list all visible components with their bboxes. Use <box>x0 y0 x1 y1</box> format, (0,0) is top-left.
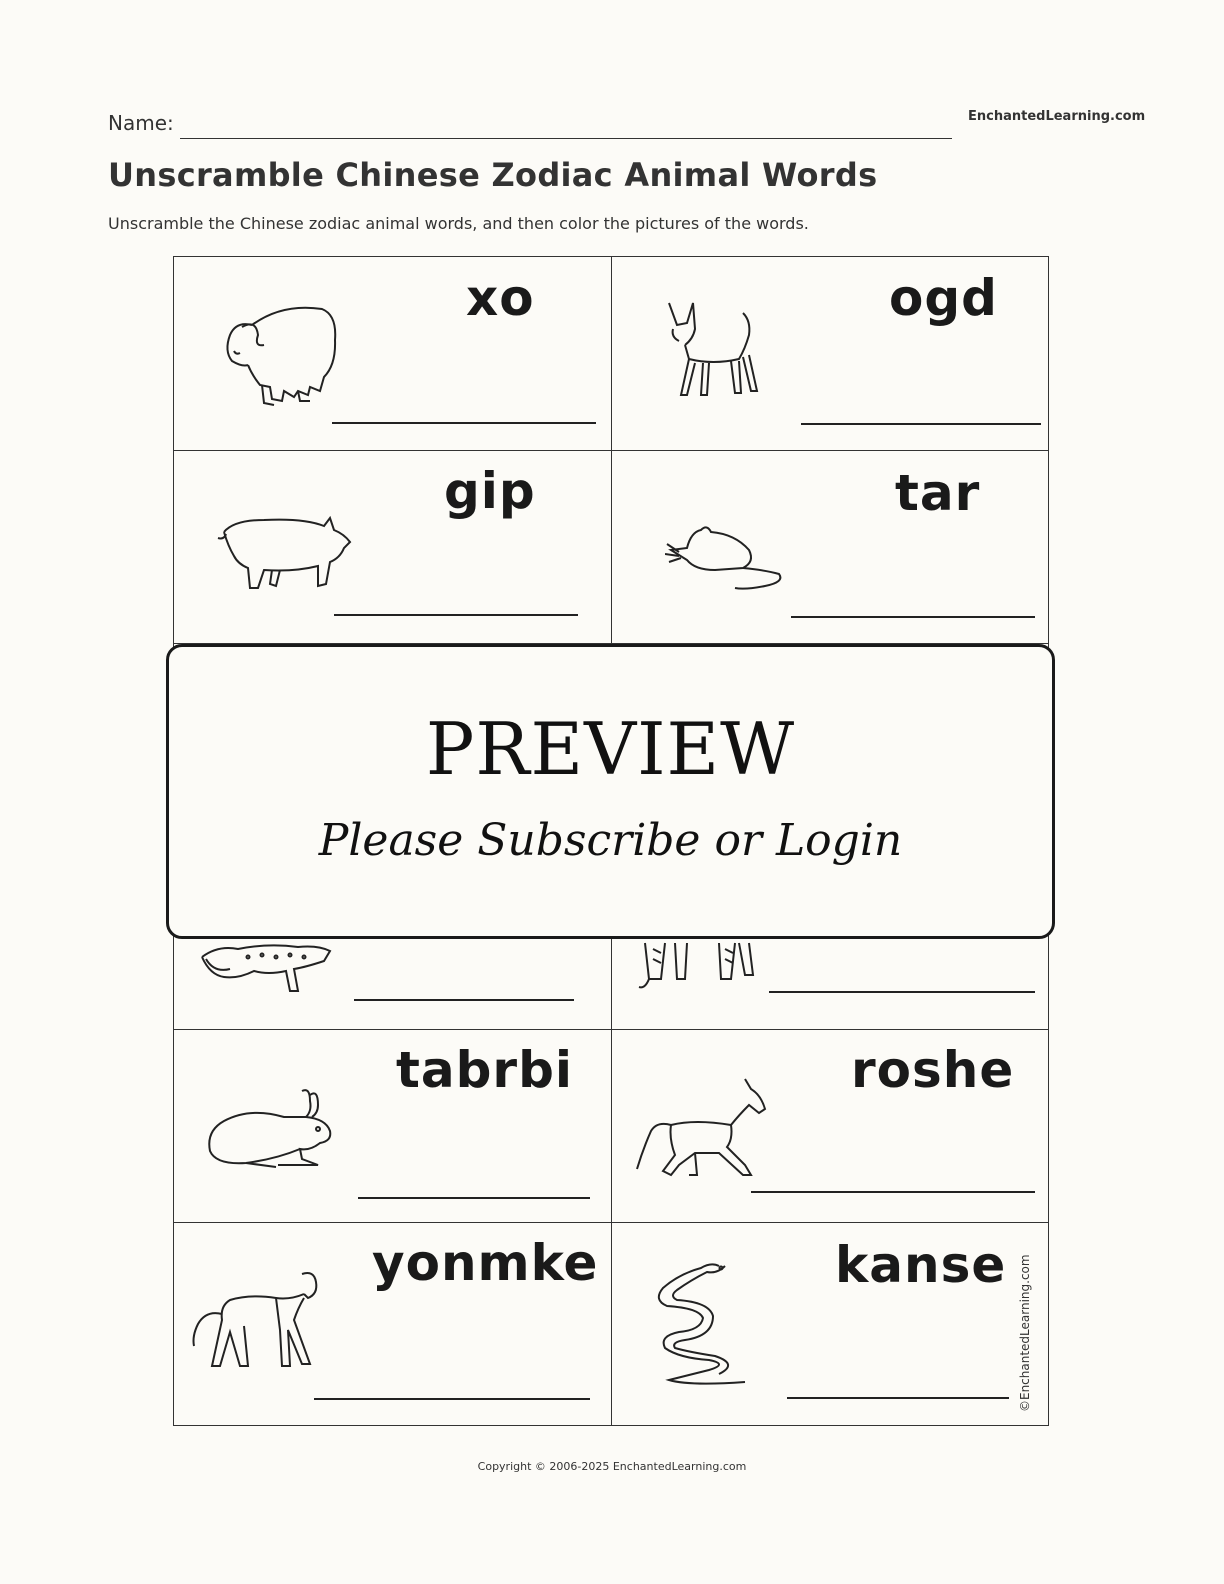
worksheet-cell <box>174 1222 611 1425</box>
page-title: Unscramble Chinese Zodiac Animal Words <box>108 156 878 194</box>
scrambled-word: xo <box>466 269 535 327</box>
preview-title: PREVIEW <box>425 707 796 791</box>
answer-line[interactable] <box>791 616 1035 618</box>
worksheet-cell <box>174 450 611 643</box>
monkey-icon <box>190 1270 330 1375</box>
pig-icon <box>214 512 354 597</box>
name-line <box>180 138 952 139</box>
worksheet-cell <box>611 450 1048 643</box>
answer-line[interactable] <box>314 1398 590 1400</box>
tiger-icon <box>635 939 755 999</box>
snake-icon <box>649 1260 749 1390</box>
footer-copyright: Copyright © 2006-2025 EnchantedLearning.com <box>477 1460 747 1473</box>
answer-line[interactable] <box>787 1397 1009 1399</box>
ox-icon <box>212 295 342 410</box>
instructions: Unscramble the Chinese zodiac animal words, and then color the pictures of the words. <box>108 214 809 233</box>
answer-line[interactable] <box>769 991 1035 993</box>
name-label: Name: <box>108 111 174 135</box>
answer-line[interactable] <box>801 423 1041 425</box>
answer-line[interactable] <box>358 1197 590 1199</box>
worksheet-cell <box>611 1222 1048 1425</box>
scrambled-word: ogd <box>889 269 998 327</box>
rabbit-icon <box>206 1087 336 1172</box>
dragon-icon <box>198 939 338 1009</box>
rat-icon <box>665 520 785 595</box>
scrambled-word: roshe <box>851 1041 1015 1099</box>
site-name: EnchantedLearning.com <box>968 109 1146 124</box>
worksheet-cell <box>174 1029 611 1222</box>
vertical-copyright: ©EnchantedLearning.com <box>1018 1254 1032 1412</box>
worksheet-cell <box>174 257 611 450</box>
subscribe-login-link[interactable]: Please Subscribe or Login <box>318 815 903 866</box>
worksheet-cell <box>611 1029 1048 1222</box>
preview-overlay[interactable] <box>166 644 1055 939</box>
dog-icon <box>663 299 763 404</box>
scrambled-word: gip <box>444 462 536 520</box>
worksheet-cell <box>611 257 1048 450</box>
answer-line[interactable] <box>354 999 574 1001</box>
scrambled-word: tar <box>895 464 981 522</box>
horse-icon <box>635 1075 770 1180</box>
answer-line[interactable] <box>334 614 578 616</box>
scrambled-word: yonmke <box>372 1234 599 1292</box>
scrambled-word: kanse <box>835 1236 1007 1294</box>
answer-line[interactable] <box>332 422 596 424</box>
scrambled-word: tabrbi <box>396 1041 574 1099</box>
answer-line[interactable] <box>751 1191 1035 1193</box>
